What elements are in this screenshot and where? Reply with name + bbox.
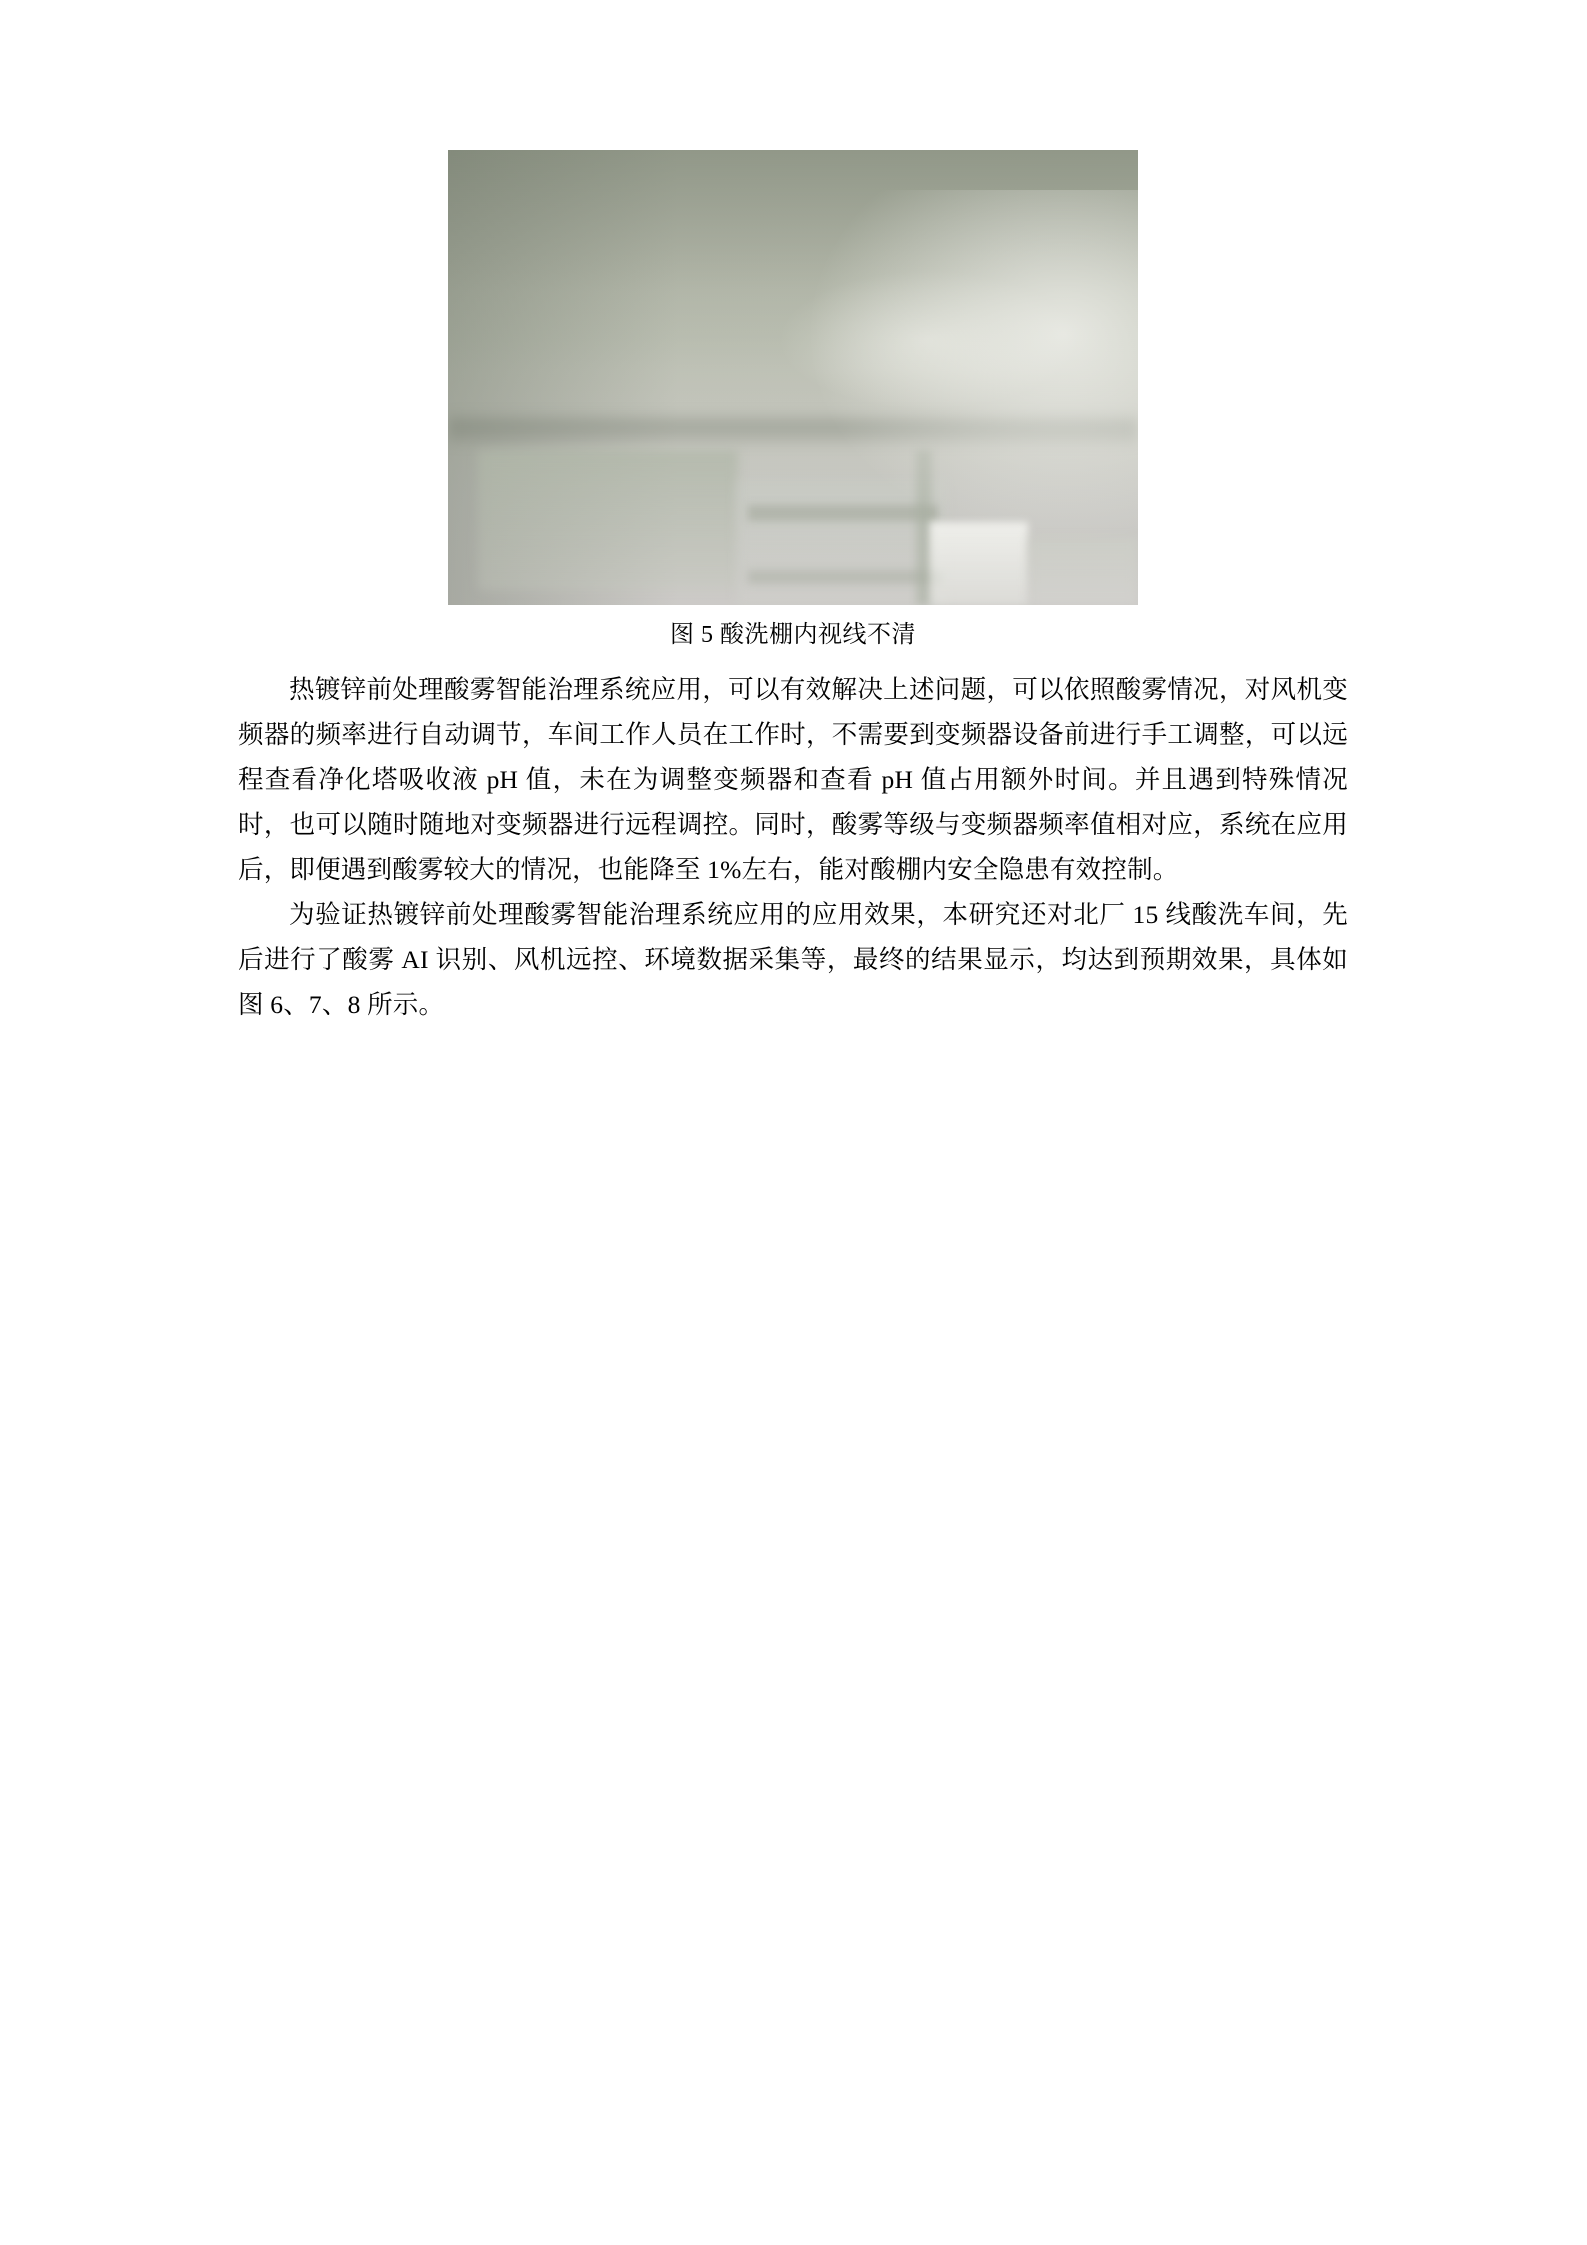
figure-block bbox=[238, 150, 1348, 653]
body-text bbox=[238, 667, 1348, 1027]
paragraph-2: 为验证热镀锌前处理酸雾智能治理系统应用的应用效果，本研究还对北厂 15 线酸洗车间，先后进行了酸雾 AI 识别、风机远控、环境数据采集等，最终的结果显示，均达到预期效果，具体如图 6、7、8 所示。 bbox=[238, 900, 1348, 1019]
paragraph-1: 热镀锌前处理酸雾智能治理系统应用，可以有效解决上述问题，可以依照酸雾情况，对风机变频器的频率进行自动调节，车间工作人员在工作时，不需要到变频器设备前进行手工调整，可以远程查看净化塔吸收液 pH 值，未在为调整变频器和查看 pH 值占用额外时间。并且遇到特殊情况时，也可以随时随地对变频器进行远程调控。同时，酸雾等级与变频器频率值相对应，系统在应用后，即便遇到酸雾较大的情况，也能降至 1%左右，能对酸棚内安全隐患有效控制。 bbox=[238, 675, 1348, 884]
page-content bbox=[238, 150, 1348, 1027]
photo-grain-overlay bbox=[448, 150, 1138, 605]
figure-caption: 图 5 酸洗棚内视线不清 bbox=[670, 622, 916, 648]
acid-pickling-shed-poor-visibility-photo bbox=[448, 150, 1138, 605]
